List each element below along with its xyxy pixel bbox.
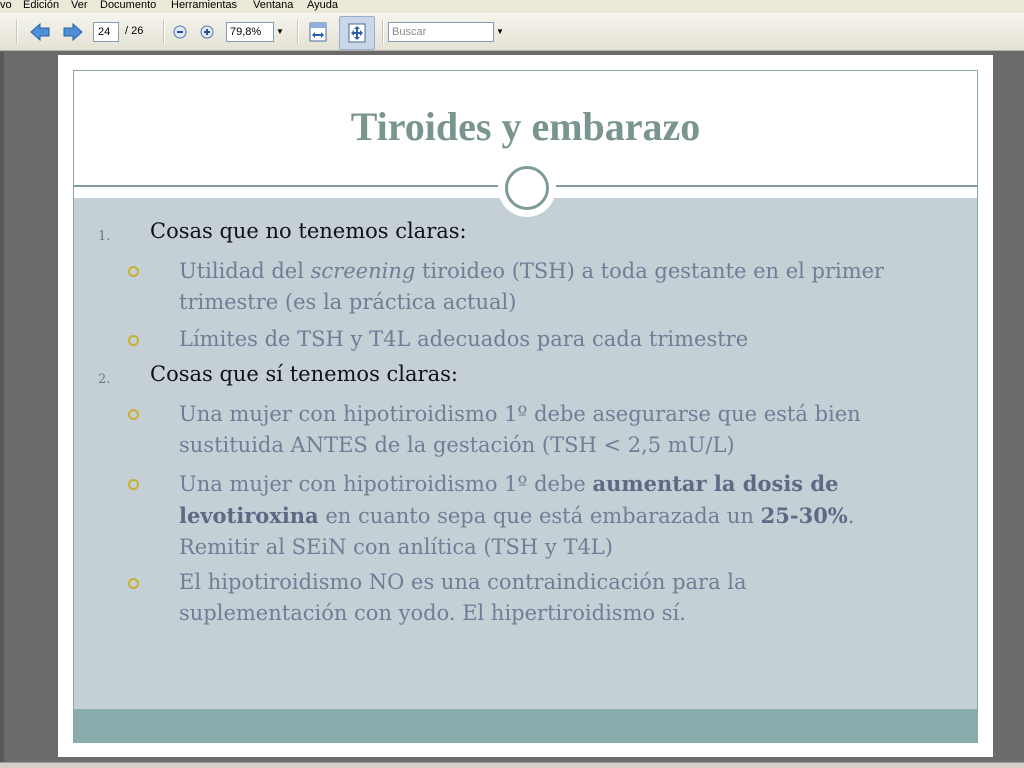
zoom-in-button[interactable] xyxy=(200,25,214,39)
slide-footer-band xyxy=(74,709,977,743)
menu-ver[interactable]: Ver xyxy=(71,0,88,11)
prev-page-button[interactable] xyxy=(29,21,51,43)
slide xyxy=(73,70,978,743)
divider-ring xyxy=(505,166,549,210)
toolbar-separator xyxy=(297,20,299,44)
menu-documento[interactable]: Documento xyxy=(100,0,157,11)
zoom-out-button[interactable] xyxy=(173,25,187,39)
toolbar xyxy=(0,13,1024,51)
menu-ayuda[interactable]: Ayuda xyxy=(307,0,338,11)
bullet-text: Una mujer con hipotiroidismo 1º debe aumentar la dosis de levotiroxina en cuanto sepa que está embarazada un 25-30%. Remitir al SEiN con anlítica (TSH y T4L) xyxy=(179,471,855,559)
section-number: 2. xyxy=(98,372,111,387)
page-number-input[interactable]: 24 xyxy=(93,22,119,42)
slide-title: Tiroides y embarazo xyxy=(350,104,701,149)
bullet-marker xyxy=(128,335,139,346)
zoom-dropdown-arrow[interactable]: ▼ xyxy=(276,27,284,36)
menu-edicion[interactable]: Edición xyxy=(23,0,60,11)
bullet-text: El hipotiroidismo NO es una contraindicación para la suplementación con yodo. El hipertiroidismo sí. xyxy=(179,570,747,625)
bullet-marker xyxy=(128,409,139,420)
bullet-text: Utilidad del screening tiroideo (TSH) a toda gestante en el primer trimestre (es la práctica actual) xyxy=(179,259,885,314)
next-page-icon xyxy=(62,21,84,43)
bullet-text: Una mujer con hipotiroidismo 1º debe asegurarse que está bien sustituida ANTES de la gestación (TSH < 2,5 mU/L) xyxy=(179,402,861,457)
section-number: 1. xyxy=(98,229,111,244)
fit-width-icon xyxy=(307,21,329,43)
search-input[interactable]: Buscar xyxy=(388,22,494,42)
fit-page-icon xyxy=(346,22,368,44)
prev-page-icon xyxy=(29,21,51,43)
menu-herramientas[interactable]: Herramientas xyxy=(171,0,238,11)
toolbar-separator xyxy=(382,20,384,44)
next-page-button[interactable] xyxy=(62,21,84,43)
toolbar-separator xyxy=(16,20,18,44)
status-strip xyxy=(0,762,1024,768)
menu-bar xyxy=(0,0,1024,13)
fit-page-button[interactable] xyxy=(339,16,375,50)
section-heading: Cosas que sí tenemos claras: xyxy=(150,362,458,386)
bullet-marker xyxy=(128,479,139,490)
zoom-out-icon xyxy=(173,25,187,39)
fit-width-button[interactable] xyxy=(307,21,329,43)
page-total: / 26 xyxy=(125,25,144,37)
menu-archivo[interactable]: vo xyxy=(0,0,12,11)
bullet-marker xyxy=(128,578,139,589)
left-panel-strip[interactable] xyxy=(0,52,4,764)
search-dropdown-arrow[interactable]: ▼ xyxy=(496,27,504,36)
zoom-in-icon xyxy=(200,25,214,39)
bullet-text: Límites de TSH y T4L adecuados para cada trimestre xyxy=(179,327,749,351)
toolbar-separator xyxy=(163,20,165,44)
bullet-marker xyxy=(128,266,139,277)
zoom-level-input[interactable]: 79,8% xyxy=(226,22,274,42)
menu-ventana[interactable]: Ventana xyxy=(253,0,294,11)
section-heading: Cosas que no tenemos claras: xyxy=(150,219,467,243)
